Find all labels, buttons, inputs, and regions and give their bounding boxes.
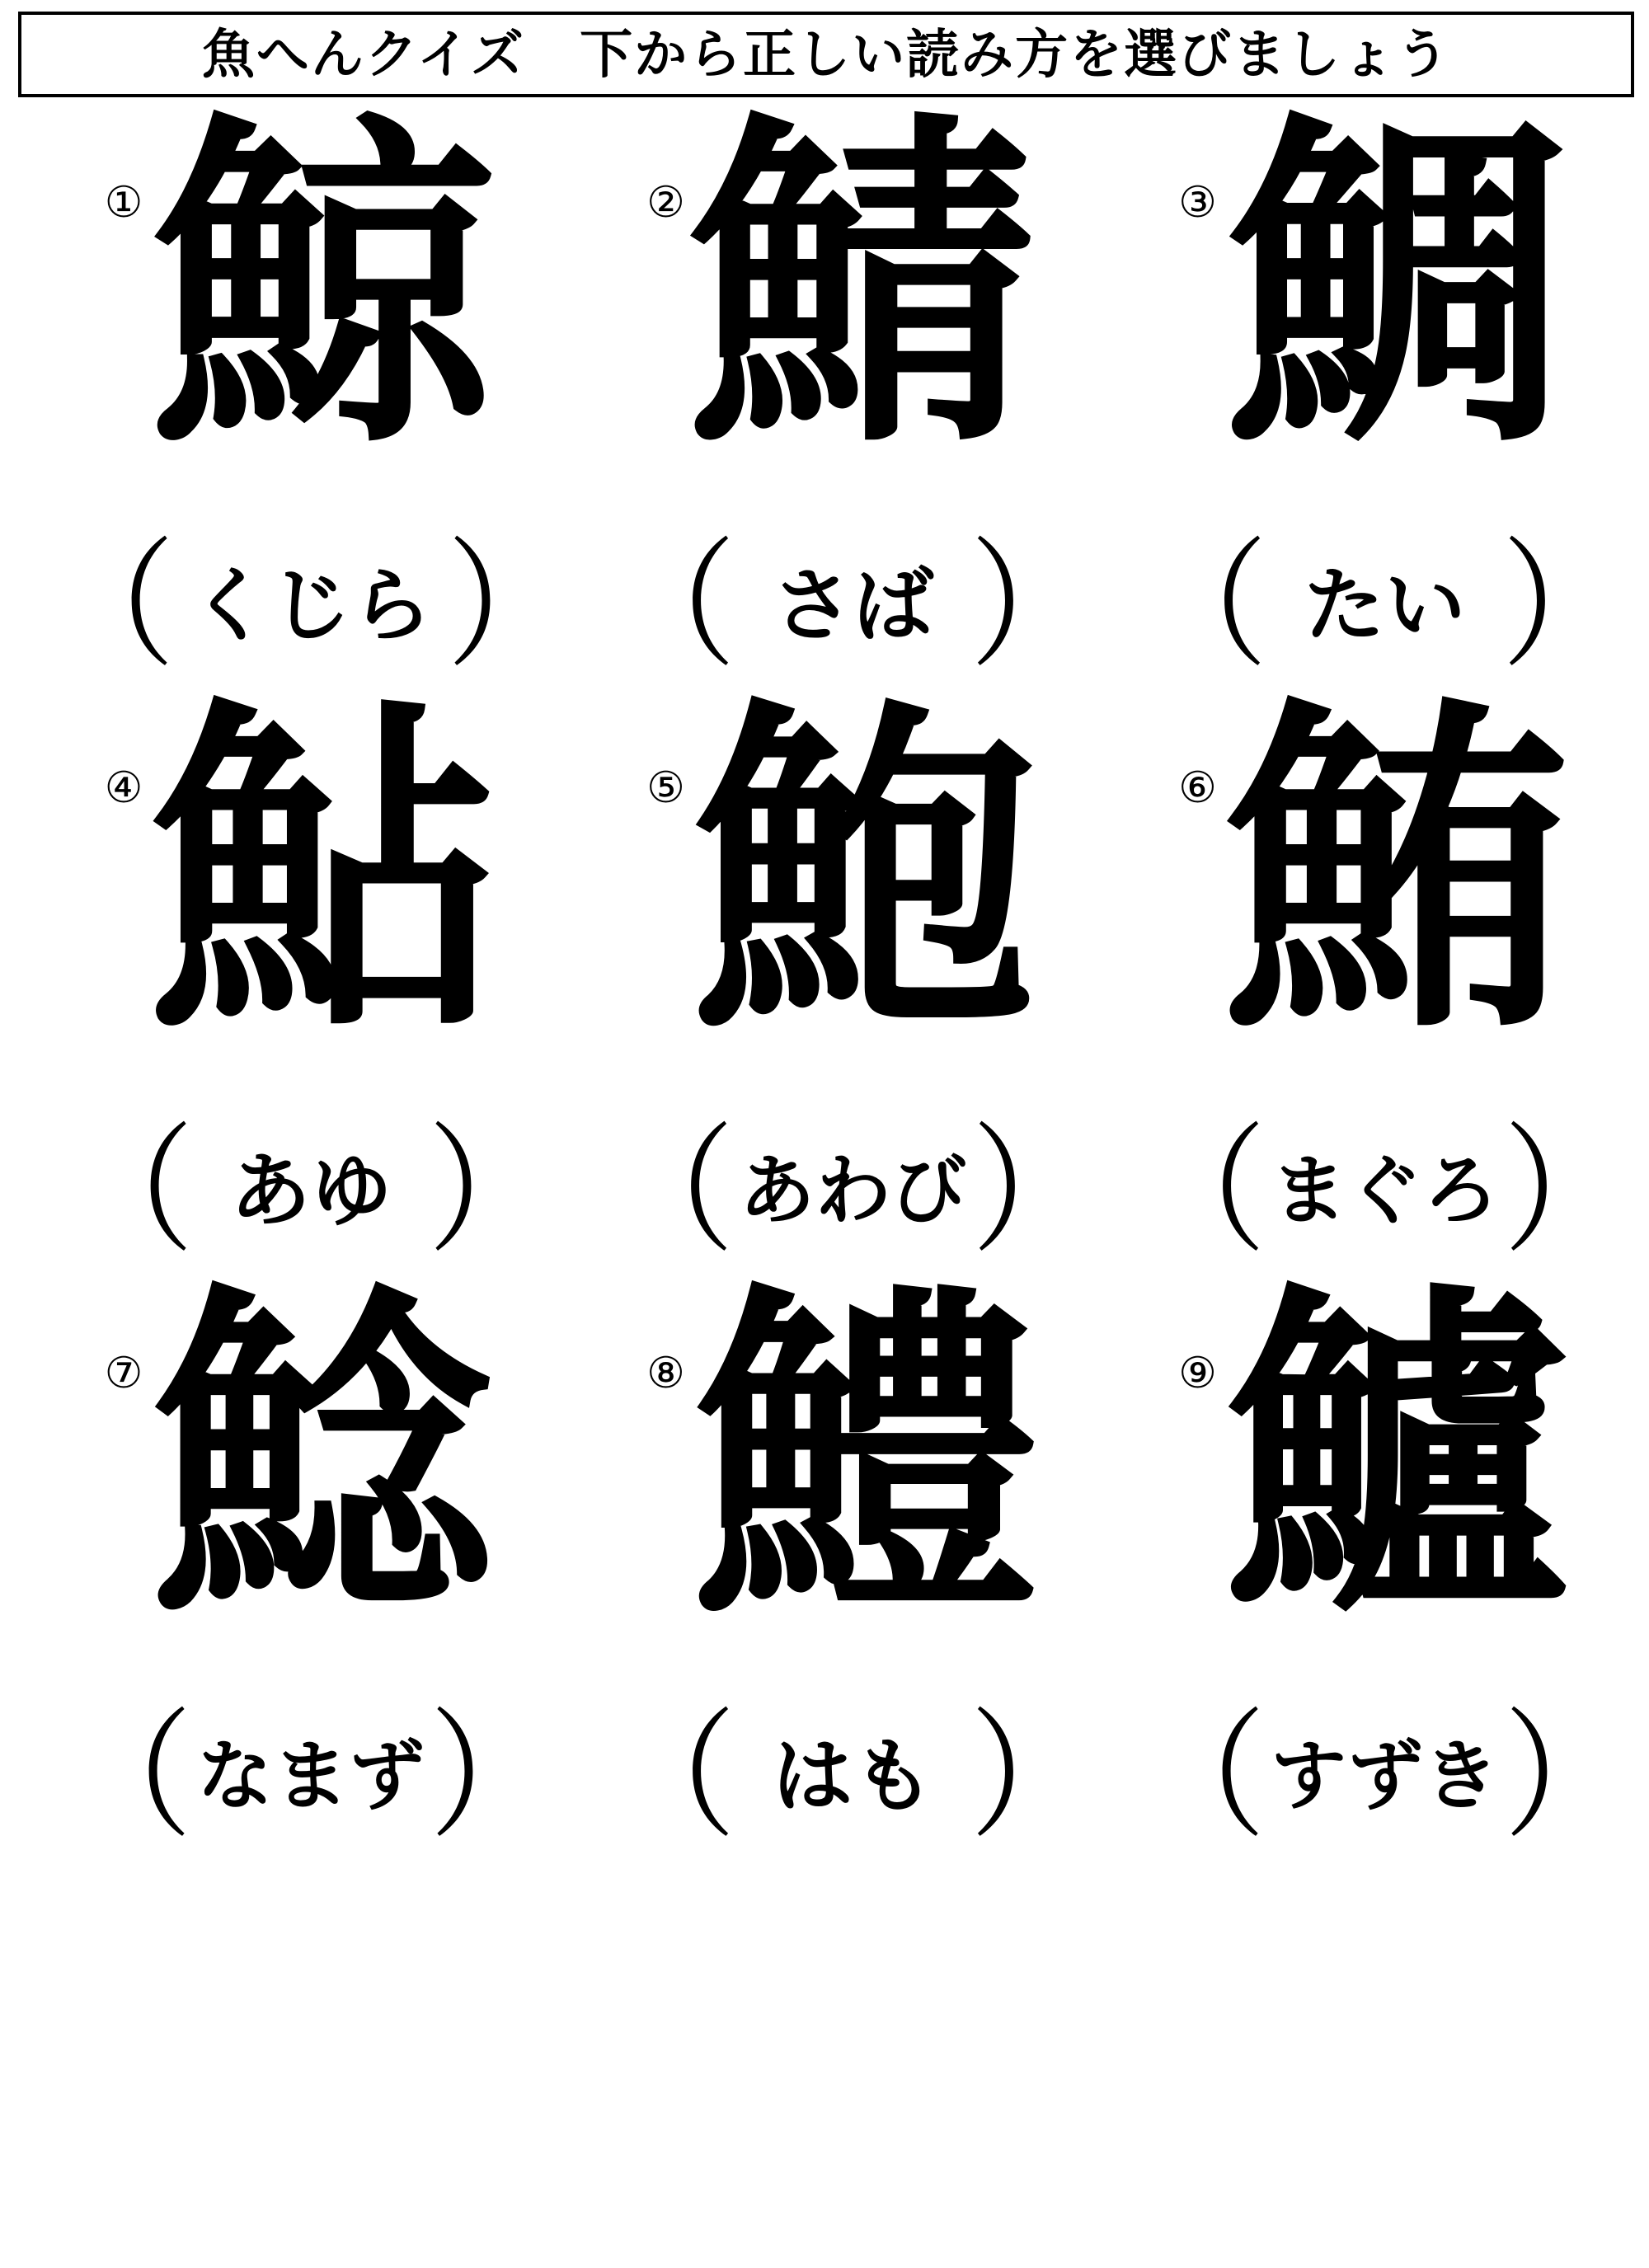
reading-answer: [18, 525, 571, 687]
kanji-character: 鱸: [1223, 1254, 1570, 1660]
open-paren: （: [1142, 1111, 1266, 1272]
reading-kana: すずき: [1271, 1732, 1499, 1820]
open-paren: （: [70, 1111, 195, 1272]
reading-kana: あわび: [739, 1147, 967, 1235]
open-paren: （: [612, 525, 736, 687]
kanji-character: 鯨: [149, 83, 496, 490]
quiz-item: [1102, 669, 1634, 1322]
kanji-row: [18, 83, 571, 539]
quiz-item: [571, 83, 1102, 737]
reading-answer: [571, 1696, 1102, 1857]
kanji-row: [1102, 669, 1634, 1125]
item-number: ⑥: [1178, 763, 1217, 813]
item-number: ③: [1178, 178, 1217, 228]
kanji-character: 鯰: [149, 1254, 496, 1660]
quiz-item: [18, 83, 571, 737]
reading-kana: あゆ: [230, 1144, 392, 1238]
kanji-character: 鱧: [691, 1254, 1038, 1660]
open-paren: （: [1142, 1696, 1266, 1857]
open-paren: （: [610, 1111, 735, 1272]
kanji-character: 鯛: [1223, 83, 1570, 490]
open-paren: （: [68, 1696, 193, 1857]
close-paren: ）: [447, 525, 571, 687]
open-paren: （: [612, 1696, 736, 1857]
reading-answer: [1102, 1111, 1634, 1272]
kanji-row: [571, 1254, 1102, 1710]
quiz-grid: [18, 83, 1634, 1908]
reading-answer: [1102, 1696, 1634, 1857]
kanji-row: [571, 83, 1102, 539]
reading-kana: なまず: [197, 1732, 425, 1820]
page-title: 魚へんクイズ 下から正しい読み方を選びましょう: [201, 25, 1451, 84]
close-paren: ）: [428, 1111, 552, 1272]
close-paren: ）: [971, 1111, 1096, 1272]
kanji-row: [1102, 1254, 1634, 1710]
reading-kana: はも: [772, 1730, 934, 1824]
kanji-row: [18, 1254, 571, 1710]
reading-answer: [571, 525, 1102, 687]
kanji-character: 鮑: [691, 669, 1038, 1075]
quiz-item: [1102, 83, 1634, 737]
close-paren: ）: [430, 1696, 554, 1857]
close-paren: ）: [1501, 525, 1626, 687]
reading-kana: さば: [772, 559, 934, 653]
quiz-item: [18, 1254, 571, 1908]
kanji-character: 鯖: [691, 83, 1038, 490]
close-paren: ）: [1503, 1111, 1628, 1272]
reading-kana: くじら: [190, 559, 433, 653]
kanji-row: [571, 669, 1102, 1125]
item-number: ④: [104, 763, 143, 813]
reading-answer: [18, 1111, 571, 1272]
reading-kana: たい: [1304, 559, 1466, 653]
item-number: ⑦: [104, 1349, 143, 1398]
item-number: ⑨: [1178, 1349, 1217, 1398]
item-number: ⑧: [646, 1349, 685, 1398]
kanji-character: 鮪: [1223, 669, 1570, 1075]
reading-kana: まぐろ: [1271, 1147, 1499, 1235]
quiz-item: [571, 1254, 1102, 1908]
close-paren: ）: [970, 525, 1094, 687]
open-paren: （: [1144, 525, 1268, 687]
reading-answer: [1102, 525, 1634, 687]
item-number: ②: [646, 178, 685, 228]
item-number: ①: [104, 178, 143, 228]
kanji-character: 鮎: [149, 669, 496, 1075]
reading-answer: [18, 1696, 571, 1857]
quiz-item: [1102, 1254, 1634, 1908]
item-number: ⑤: [646, 763, 685, 813]
close-paren: ）: [1503, 1696, 1628, 1857]
quiz-item: [571, 669, 1102, 1322]
kanji-row: [1102, 83, 1634, 539]
close-paren: ）: [970, 1696, 1094, 1857]
reading-answer: [571, 1111, 1102, 1272]
open-paren: （: [51, 525, 176, 687]
quiz-item: [18, 669, 571, 1322]
kanji-row: [18, 669, 571, 1125]
